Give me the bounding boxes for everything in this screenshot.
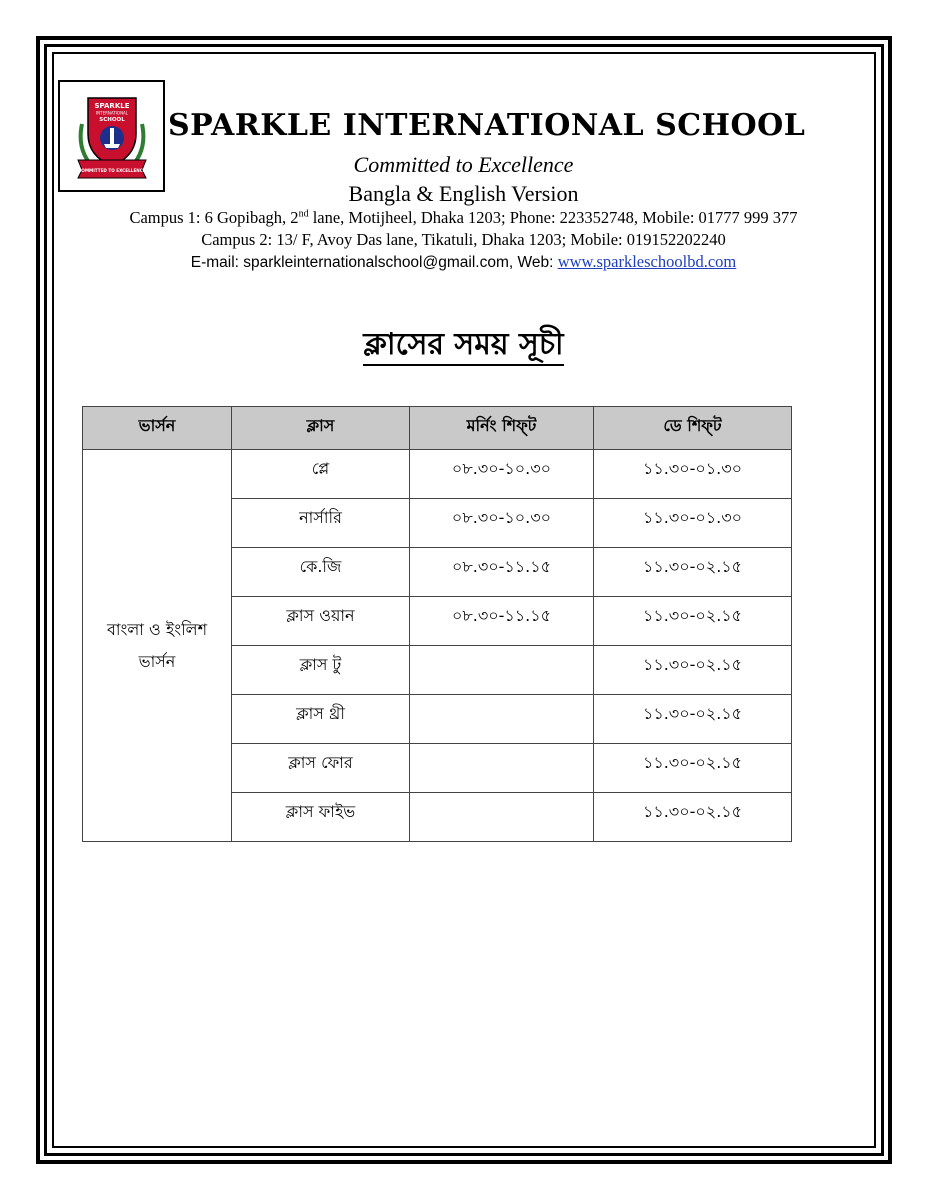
day-cell: ১১.৩০-০১.৩০ xyxy=(594,499,792,548)
day-cell: ১১.৩০-০২.১৫ xyxy=(594,744,792,793)
school-name: SPARKLE INTERNATIONAL SCHOOL xyxy=(168,108,806,143)
morning-cell xyxy=(410,695,594,744)
morning-cell: ০৮.৩০-১১.১৫ xyxy=(410,548,594,597)
svg-text:INTERNATIONAL: INTERNATIONAL xyxy=(95,110,129,116)
day-cell: ১১.৩০-০২.১৫ xyxy=(594,793,792,842)
version-line-1: বাংলা ও ইংলিশ xyxy=(106,619,208,639)
class-cell: প্লে xyxy=(232,450,410,499)
morning-cell: ০৮.৩০-১০.৩০ xyxy=(410,450,594,499)
class-cell: ক্লাস থ্রী xyxy=(232,695,410,744)
day-cell: ১১.৩০-০২.১৫ xyxy=(594,695,792,744)
schedule-title xyxy=(0,320,927,371)
schedule-title-text: ক্লাসের সময় সূচী xyxy=(363,327,563,366)
day-cell: ১১.৩০-০২.১৫ xyxy=(594,597,792,646)
morning-cell: ০৮.৩০-১০.৩০ xyxy=(410,499,594,548)
morning-cell xyxy=(410,646,594,695)
email-text: E-mail: sparkleinternationalschool@gmail.com, Web: xyxy=(190,254,558,271)
class-cell: ক্লাস টু xyxy=(232,646,410,695)
contact-line xyxy=(0,252,927,272)
class-cell: ক্লাস ওয়ান xyxy=(232,597,410,646)
campus-1-address xyxy=(0,208,927,228)
svg-text:SCHOOL: SCHOOL xyxy=(99,117,125,123)
campus-2-address: Campus 2: 13/ F, Avoy Das lane, Tikatuli, Dhaka 1203; Mobile: 019152202240 xyxy=(201,230,726,249)
school-motto: Committed to Excellence xyxy=(353,152,574,177)
campus-1-text: Campus 1: 6 Gopibagh, 2 xyxy=(129,208,299,227)
version-line-2: ভার্সন xyxy=(138,651,176,671)
day-cell: ১১.৩০-০২.১৫ xyxy=(594,548,792,597)
school-version: Bangla & English Version xyxy=(348,181,579,206)
header-class: ক্লাস xyxy=(232,407,410,450)
website-link[interactable]: www.sparkleschoolbd.com xyxy=(557,252,737,271)
class-schedule-table xyxy=(82,406,792,842)
class-cell: ক্লাস ফাইভ xyxy=(232,793,410,842)
header-day-shift: ডে শিফ্‌ট xyxy=(594,407,792,450)
table-row xyxy=(83,450,792,499)
class-cell: কে.জি xyxy=(232,548,410,597)
campus-1-superscript: nd xyxy=(298,208,309,220)
header-morning-shift: মর্নিং শিফ্‌ট xyxy=(410,407,594,450)
morning-cell xyxy=(410,793,594,842)
svg-text:SPARKLE: SPARKLE xyxy=(94,102,130,110)
class-cell: ক্লাস ফোর xyxy=(232,744,410,793)
campus-1-text-rest: lane, Motijheel, Dhaka 1203; Phone: 223352748, Mobile: 01777 999 377 xyxy=(308,208,798,227)
class-cell: নার্সারি xyxy=(232,499,410,548)
day-cell: ১১.৩০-০১.৩০ xyxy=(594,450,792,499)
table-header-row xyxy=(83,407,792,450)
header-version: ভার্সন xyxy=(83,407,232,450)
morning-cell xyxy=(410,744,594,793)
svg-text:COMMITTED TO EXCELLENCE: COMMITTED TO EXCELLENCE xyxy=(78,168,146,173)
day-cell: ১১.৩০-০২.১৫ xyxy=(594,646,792,695)
version-cell xyxy=(83,450,232,842)
morning-cell: ০৮.৩০-১১.১৫ xyxy=(410,597,594,646)
